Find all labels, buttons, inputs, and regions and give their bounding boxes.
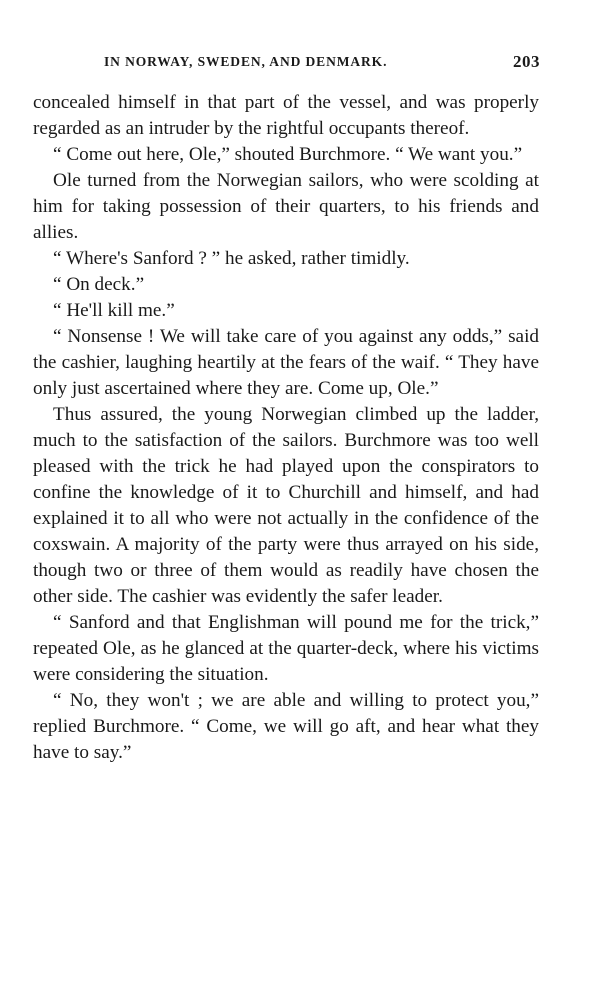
paragraph: “ Where's Sanford ? ” he asked, rather timidly.	[53, 248, 410, 269]
paragraph: “ Nonsense ! We will take care of you against any odds,” said the cashier, laughing heartily at the fears of the waif. “ They have only just ascertained where they are. Come up, Ole.”	[33, 326, 539, 399]
page-number: 203	[513, 52, 540, 71]
paragraph-continued: concealed himself in that part of the vessel, and was properly regarded as an intruder by the rightful occupants thereof.	[33, 92, 539, 139]
paragraph: “ No, they won't ; we are able and willing to protect you,” replied Burchmore. “ Come, we will go aft, and hear what they have to say.”	[33, 690, 539, 763]
running-head: IN NORWAY, SWEDEN, AND DENMARK.	[104, 54, 388, 69]
paragraph: “ Come out here, Ole,” shouted Burchmore. “ We want you.”	[53, 144, 523, 165]
page-header	[104, 52, 540, 76]
paragraph: Thus assured, the young Norwegian climbed up the ladder, much to the satisfaction of the sailors. Burchmore was too well pleased with the trick he had played upon the conspirators to confine the knowledge of it to Churchill and himself, and had explained it to all who were not actually in the confidence of the coxswain. A majority of the party were thus arrayed on his side, though two or three of them would as readily have chosen the other side. The cashier was evidently the safer leader.	[33, 404, 539, 607]
paragraph: “ He'll kill me.”	[53, 300, 175, 321]
body-text	[33, 90, 539, 766]
paragraph: “ Sanford and that Englishman will pound me for the trick,” repeated Ole, as he glanced at the quarter-deck, where his victims were considering the situation.	[33, 612, 539, 685]
paragraph: “ On deck.”	[53, 274, 145, 295]
paragraph: Ole turned from the Norwegian sailors, who were scolding at him for taking possession of their quarters, to his friends and allies.	[33, 170, 539, 243]
